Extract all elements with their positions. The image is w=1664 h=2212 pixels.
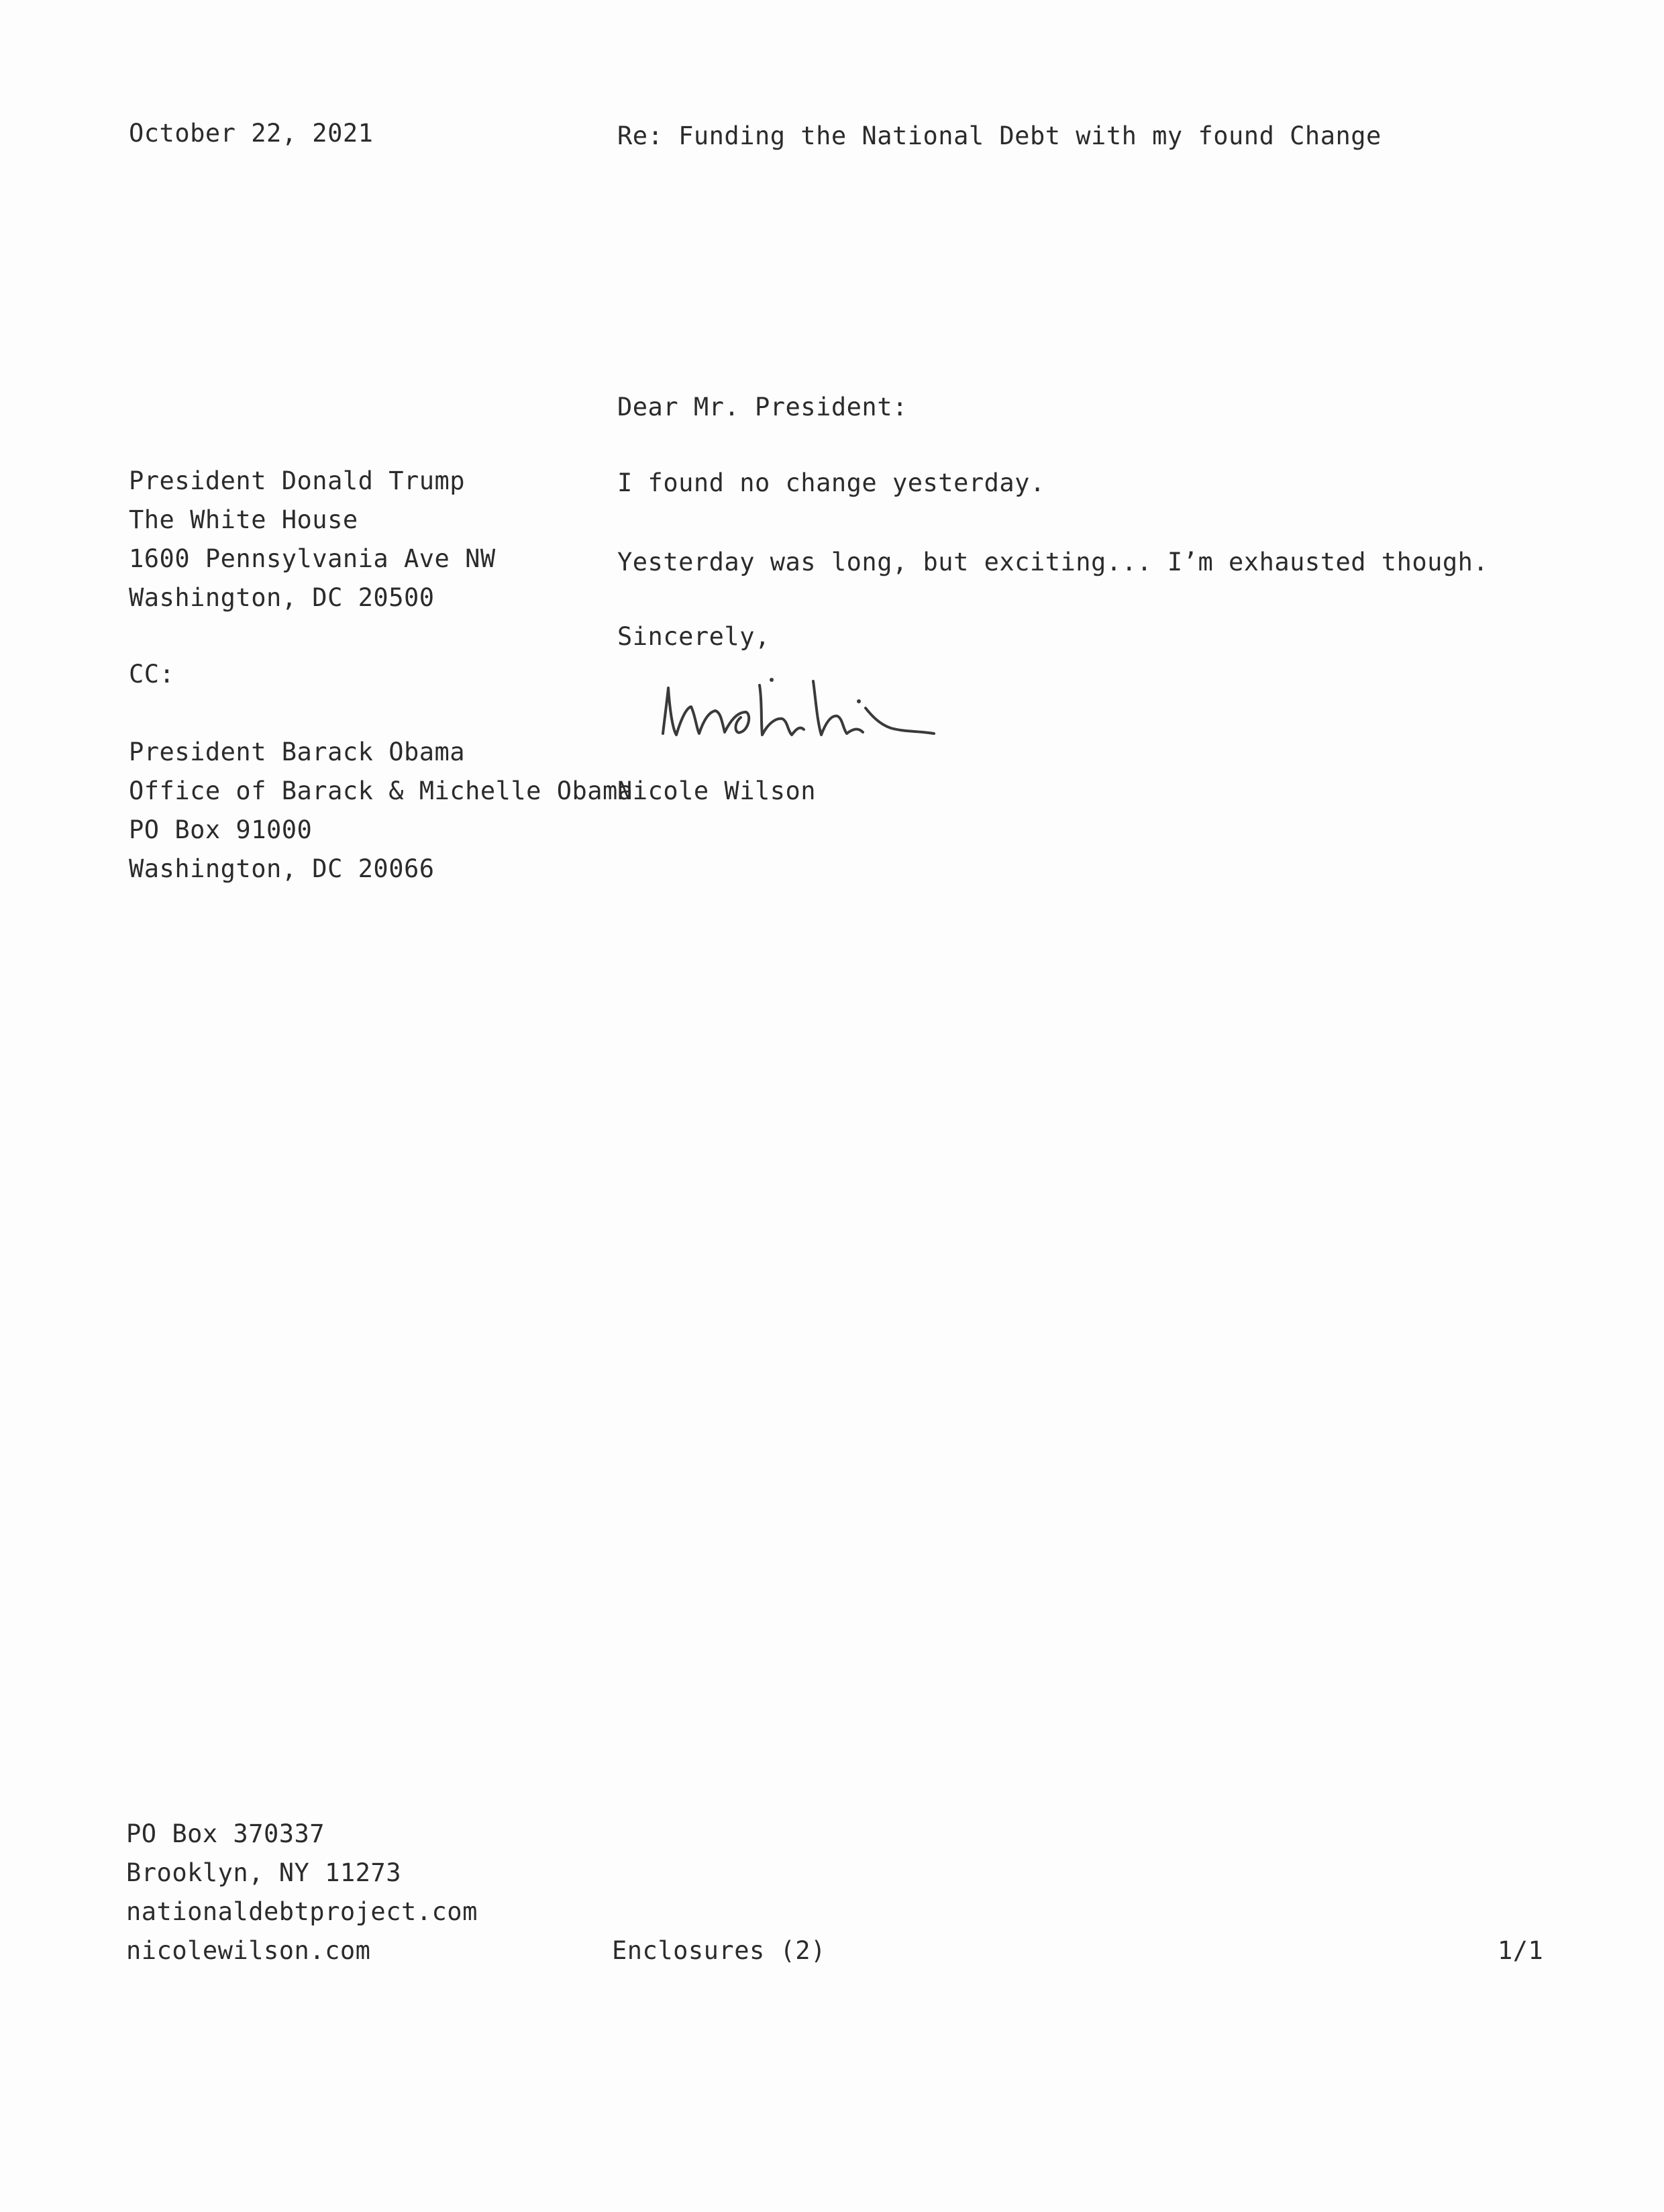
footer-address — [126, 1815, 478, 1970]
cc-label: CC: — [129, 660, 175, 689]
enclosures-note: Enclosures (2) — [612, 1936, 826, 1965]
cc-line: Washington, DC 20066 — [129, 854, 435, 883]
salutation: Dear Mr. President: — [617, 393, 908, 421]
closing: Sincerely, — [617, 622, 770, 651]
letter-date: October 22, 2021 — [129, 119, 374, 148]
footer-line: PO Box 370337 — [126, 1819, 325, 1848]
recipient-line: The White House — [129, 505, 358, 534]
page-number: 1/1 — [1498, 1936, 1544, 1965]
cc-line: President Barack Obama — [129, 738, 466, 766]
footer-line: nationaldebtproject.com — [126, 1897, 478, 1926]
recipient-address — [129, 462, 496, 617]
cc-address — [129, 733, 633, 889]
sender-name: Nicole Wilson — [617, 776, 817, 805]
recipient-line: 1600 Pennsylvania Ave NW — [129, 544, 496, 573]
signature — [658, 668, 1006, 748]
letter-subject: Re: Funding the National Debt with my found Change — [617, 121, 1382, 150]
cc-line: PO Box 91000 — [129, 815, 313, 844]
body-paragraph: Yesterday was long, but exciting... I’m exhausted though. — [617, 548, 1489, 576]
recipient-line: Washington, DC 20500 — [129, 583, 435, 612]
recipient-line: President Donald Trump — [129, 466, 466, 495]
footer-line: Brooklyn, NY 11273 — [126, 1858, 401, 1887]
cc-line: Office of Barack & Michelle Obama — [129, 776, 633, 805]
body-paragraph: I found no change yesterday. — [617, 468, 1045, 497]
footer-line: nicolewilson.com — [126, 1936, 371, 1965]
